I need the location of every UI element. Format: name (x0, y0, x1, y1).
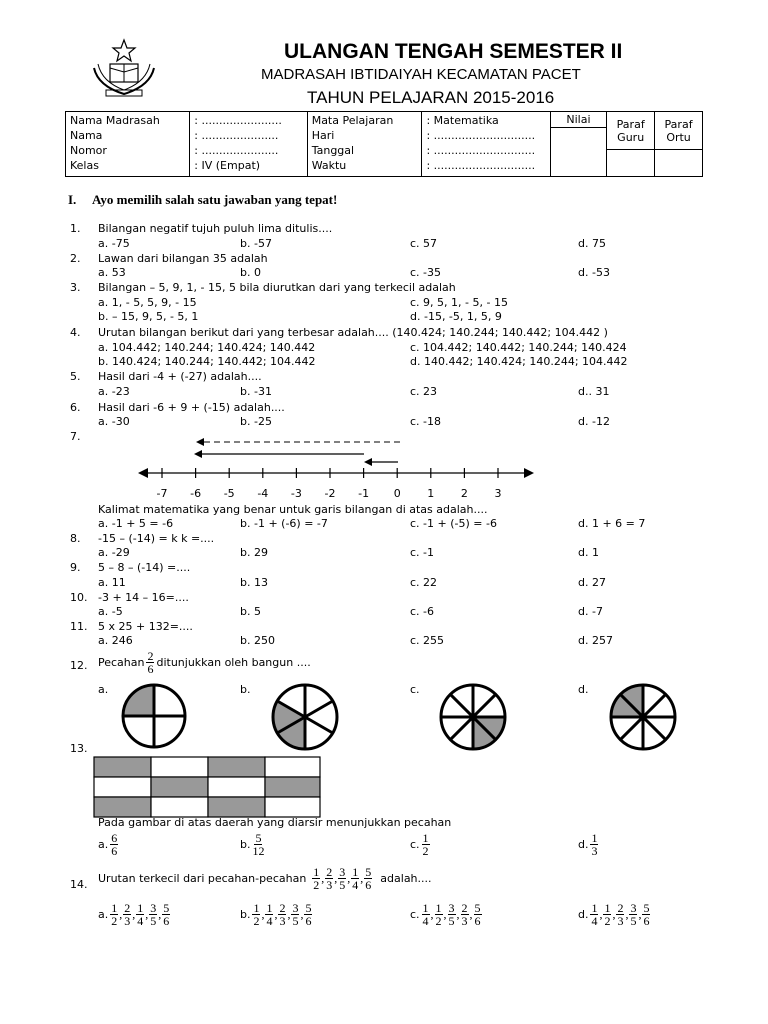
fraction (629, 902, 637, 927)
mid-labels (307, 112, 422, 177)
fraction-separator: , (287, 907, 291, 921)
q14-a-label: a. (98, 908, 109, 921)
fraction-separator: , (443, 907, 447, 921)
q3-option-b[interactable]: b. – 15, 9, 5, - 5, 1 (98, 310, 199, 323)
q13-d-label: d. (578, 838, 589, 851)
number-line-figure (130, 435, 550, 505)
fraction-denominator: 5 (292, 914, 299, 928)
q2-text: Lawan dari bilangan 35 adalah (98, 252, 268, 265)
q11-text: 5 x 25 + 132=.... (98, 620, 193, 633)
q13-text: Pada gambar di atas daerah yang diarsir menunjukkan pecahan (98, 816, 452, 829)
q6-option-b[interactable]: b. -25 (240, 415, 272, 428)
fraction (351, 866, 359, 891)
q11-option-c[interactable]: c. 255 (410, 634, 445, 647)
q10-option-d[interactable]: d. -7 (578, 605, 603, 618)
fraction-numerator: 1 (266, 901, 273, 915)
grid-cell-r3c2 (151, 797, 208, 817)
fraction-numerator: 3 (150, 901, 157, 915)
fraction-separator: , (347, 871, 351, 885)
value-tanggal[interactable]: : ............................. (426, 144, 536, 157)
fraction-separator: , (274, 907, 278, 921)
value-hari[interactable]: : ............................. (426, 129, 536, 142)
grid-cell-r1c4 (265, 757, 320, 777)
paraf-ortu-box[interactable] (655, 112, 703, 177)
grid-cell-r1c1 (94, 757, 151, 777)
q9-number: 9. (70, 561, 81, 574)
label-mata-pelajaran: Mata Pelajaran (311, 114, 394, 127)
axis-right-arrow (524, 468, 534, 478)
q4-option-b[interactable]: b. 140.424; 140.244; 140.442; 104.442 (98, 355, 316, 368)
fraction-separator: , (360, 871, 364, 885)
fraction-denominator: 6 (305, 914, 312, 928)
q13-b-fraction (252, 832, 264, 857)
fraction-denominator: 2 (253, 914, 260, 928)
q3-option-d[interactable]: d. -15, -5, 1, 5, 9 (410, 310, 502, 323)
fraction-denominator: 2 (604, 914, 611, 928)
fraction-numerator: 1 (422, 901, 429, 915)
q8-option-b[interactable]: b. 29 (240, 546, 268, 559)
q14-c-fractions (422, 902, 482, 927)
tick-label: 0 (393, 487, 401, 500)
fraction (474, 902, 482, 927)
q6-text: Hasil dari -6 + 9 + (-15) adalah.... (98, 401, 285, 414)
fraction-numerator: 2 (617, 901, 624, 915)
q3-text: Bilangan – 5, 9, 1, - 15, 5 bila diurutkan dari yang terkecil adalah (98, 281, 456, 294)
grid-cell-r2c1 (94, 777, 151, 797)
fraction (149, 902, 157, 927)
q7-text: Kalimat matematika yang benar untuk garis bilangan di atas adalah.... (98, 503, 488, 516)
fraction-numerator: 5 (163, 901, 170, 915)
paraf-guru-box[interactable] (607, 112, 655, 177)
q13-b-label: b. (240, 838, 251, 851)
fraction (278, 902, 286, 927)
q8-text: -15 – (-14) = k k =.... (98, 532, 215, 545)
q12-circle-b[interactable] (270, 682, 340, 752)
tick-label: -3 (290, 487, 302, 500)
q1-option-b[interactable]: b. -57 (240, 237, 272, 250)
fraction-numerator: 2 (326, 865, 333, 879)
nilai-box[interactable] (550, 112, 607, 177)
label-hari: Hari (311, 129, 335, 142)
fraction-numerator: 1 (253, 901, 260, 915)
fraction-denominator: 6 (474, 914, 481, 928)
tick-label: -1 (358, 487, 370, 500)
tick-label: -7 (156, 487, 168, 500)
fraction-denominator: 5 (630, 914, 637, 928)
label-kelas: Kelas (70, 159, 99, 172)
q12-post: ditunjukkan oleh bangun .... (156, 656, 311, 669)
q2-option-a[interactable]: a. 53 (98, 266, 126, 279)
tick-label: -6 (190, 487, 202, 500)
q14-option-d[interactable] (578, 902, 650, 927)
q13-number: 13. (70, 742, 88, 755)
fraction-numerator: 3 (630, 901, 637, 915)
grid-cell-r2c3 (208, 777, 265, 797)
school-logo (88, 38, 160, 100)
q14-a-fractions (110, 902, 170, 927)
fraction-denominator: 3 (124, 914, 131, 928)
q6-option-c[interactable]: c. -18 (410, 415, 442, 428)
q5-text: Hasil dari -4 + (-27) adalah.... (98, 370, 262, 383)
value-kelas: : IV (Empat) (194, 159, 261, 172)
dashed-arrow-head (196, 438, 204, 446)
q13-option-a[interactable] (98, 832, 118, 857)
q2-number: 2. (70, 252, 81, 265)
q13-d-fraction (590, 832, 598, 857)
q10-number: 10. (70, 591, 88, 604)
q12-number: 12. (70, 659, 88, 672)
mid-values (422, 112, 550, 177)
left-values (190, 112, 307, 177)
fraction (265, 902, 273, 927)
q14-d-label: d. (578, 908, 589, 921)
fraction-denominator: 2 (313, 878, 320, 892)
fraction-numerator: 5 (474, 901, 481, 915)
page-subtitle: MADRASAH IBTIDAIYAH KECAMATAN PACET (261, 66, 581, 83)
q5-option-c[interactable]: c. 23 (410, 385, 438, 398)
value-nama[interactable]: : ...................... (194, 129, 279, 142)
tick-label: -4 (257, 487, 269, 500)
fraction-numerator: 2 (124, 901, 131, 915)
fraction (603, 902, 611, 927)
fraction-denominator: 6 (365, 878, 372, 892)
fraction-separator: , (145, 907, 149, 921)
fraction-separator: , (638, 907, 642, 921)
left-labels (66, 112, 190, 177)
tick-label: 3 (494, 487, 502, 500)
fraction-separator: , (321, 871, 325, 885)
fraction-numerator: 3 (339, 865, 346, 879)
fraction-denominator: 5 (448, 914, 455, 928)
fraction-separator: , (625, 907, 629, 921)
q9-option-a[interactable]: a. 11 (98, 576, 126, 589)
identity-table (65, 111, 703, 177)
q10-text: -3 + 14 – 16=.... (98, 591, 189, 604)
q6-number: 6. (70, 401, 81, 414)
q3-number: 3. (70, 281, 81, 294)
q1-option-c[interactable]: c. 57 (410, 237, 438, 250)
q13-grid-figure (92, 755, 322, 819)
q1-text: Bilangan negatif tujuh puluh lima ditulis.... (98, 222, 333, 235)
q13-c-fraction (422, 832, 430, 857)
label-nama-madrasah: Nama Madrasah (70, 114, 160, 127)
q14-number: 14. (70, 878, 88, 891)
fraction-numerator: 1 (111, 901, 118, 915)
fraction (435, 902, 443, 927)
value-nama-madrasah[interactable]: : ....................... (194, 114, 282, 127)
q4-option-a[interactable]: a. 104.442; 140.244; 140.424; 140.442 (98, 341, 316, 354)
fraction (252, 902, 260, 927)
fraction-denominator: 3 (326, 878, 333, 892)
fraction-numerator: 5 (643, 901, 650, 915)
fraction (304, 902, 312, 927)
fraction-numerator: 1 (137, 901, 144, 915)
q5-option-a[interactable]: a. -23 (98, 385, 130, 398)
q6-option-d[interactable]: d. -12 (578, 415, 610, 428)
label-tanggal: Tanggal (311, 144, 355, 157)
q4-text: Urutan bilangan berikut dari yang terbesar adalah.... (140.424; 140.244; 140.442; 104.442 ) (98, 326, 608, 339)
label-nama: Nama (70, 129, 103, 142)
fraction (325, 866, 333, 891)
fraction (312, 866, 320, 891)
fraction-separator: , (612, 907, 616, 921)
fraction-numerator: 3 (292, 901, 299, 915)
value-waktu[interactable]: : ............................. (426, 159, 536, 172)
fraction (590, 902, 598, 927)
fraction-denominator: 4 (422, 914, 429, 928)
fraction-denominator: 3 (279, 914, 286, 928)
q14-option-a[interactable] (98, 902, 170, 927)
q13-a-num: 6 (111, 831, 118, 845)
fraction (461, 902, 469, 927)
value-nomor[interactable]: : ...................... (194, 144, 279, 157)
fraction (136, 902, 144, 927)
value-mata-pelajaran: : Matematika (426, 114, 499, 127)
q7-option-d[interactable]: d. 1 + 6 = 7 (578, 517, 646, 530)
fraction-denominator: 6 (643, 914, 650, 928)
q4-option-c[interactable]: c. 104.442; 140.442; 140.244; 140.424 (410, 341, 627, 354)
fraction-numerator: 2 (461, 901, 468, 915)
q13-b-num: 5 (255, 831, 262, 845)
grid-cell-r2c4 (265, 777, 320, 797)
q3-option-c[interactable]: c. 9, 5, 1, - 5, - 15 (410, 296, 508, 309)
q13-c-label: c. (410, 838, 420, 851)
q14-option-b[interactable] (240, 902, 312, 927)
fraction-denominator: 4 (352, 878, 359, 892)
q2-option-b[interactable]: b. 0 (240, 266, 261, 279)
page-year: TAHUN PELAJARAN 2015-2016 (307, 88, 555, 107)
q13-option-b[interactable] (240, 832, 264, 857)
q13-d-num: 1 (591, 831, 598, 845)
q13-option-c[interactable] (410, 832, 430, 857)
fraction-denominator: 3 (617, 914, 624, 928)
q14-text (98, 866, 432, 891)
q13-a-den: 6 (111, 844, 118, 858)
q7-option-b[interactable]: b. -1 + (-6) = -7 (240, 517, 328, 530)
q12-denominator: 6 (147, 662, 154, 676)
q14-c-label: c. (410, 908, 420, 921)
q5-number: 5. (70, 370, 81, 383)
q5-option-b[interactable]: b. -31 (240, 385, 272, 398)
fraction-numerator: 3 (448, 901, 455, 915)
section-number: I. (68, 192, 77, 207)
fraction-numerator: 5 (305, 901, 312, 915)
fraction (422, 902, 430, 927)
q13-a-label: a. (98, 838, 109, 851)
q11-option-b[interactable]: b. 250 (240, 634, 275, 647)
fraction-denominator: 4 (266, 914, 273, 928)
section-title: Ayo memilih salah satu jawaban yang tepat! (92, 192, 338, 207)
grid-cell-r3c1 (94, 797, 151, 817)
q12-circle-d[interactable] (608, 682, 678, 752)
q13-c-den: 2 (422, 844, 429, 858)
q12-option-c-label[interactable]: c. (410, 683, 420, 696)
label-paraf-guru: Paraf Guru (607, 112, 654, 150)
tick-label: 2 (460, 487, 468, 500)
q14-given-fractions (312, 866, 372, 891)
q14-b-fractions (252, 902, 312, 927)
q4-option-d[interactable]: d. 140.442; 140.424; 140.244; 104.442 (410, 355, 628, 368)
q8-option-c[interactable]: c. -1 (410, 546, 435, 559)
q9-text: 5 – 8 – (-14) =.... (98, 561, 191, 574)
page-title: ULANGAN TENGAH SEMESTER II (284, 40, 623, 63)
q12-text (98, 650, 311, 675)
q5-option-d[interactable]: d.. 31 (578, 385, 610, 398)
q14-b-label: b. (240, 908, 251, 921)
fraction-denominator: 3 (461, 914, 468, 928)
q12-pre: Pecahan (98, 656, 145, 669)
fraction-denominator: 4 (591, 914, 598, 928)
q10-option-b[interactable]: b. 5 (240, 605, 261, 618)
grid-cell-r3c3 (208, 797, 265, 817)
tick-label: 1 (427, 487, 435, 500)
fraction-numerator: 1 (604, 901, 611, 915)
fraction-numerator: 1 (313, 865, 320, 879)
q8-number: 8. (70, 532, 81, 545)
q13-option-d[interactable] (578, 832, 598, 857)
q9-option-b[interactable]: b. 13 (240, 576, 268, 589)
q12-option-a-label[interactable]: a. (98, 683, 109, 696)
q12-numerator: 2 (147, 649, 154, 663)
q7-option-c[interactable]: c. -1 + (-5) = -6 (410, 517, 497, 530)
fraction-denominator: 4 (137, 914, 144, 928)
fraction (616, 902, 624, 927)
axis-left-arrow (138, 468, 148, 478)
q12-option-d-label[interactable]: d. (578, 683, 589, 696)
tick-label: -2 (324, 487, 336, 500)
q4-number: 4. (70, 326, 81, 339)
fraction-separator: , (456, 907, 460, 921)
q11-number: 11. (70, 620, 88, 633)
q10-option-c[interactable]: c. -6 (410, 605, 435, 618)
tick-label: -5 (223, 487, 235, 500)
q12-circle-a[interactable] (120, 682, 188, 750)
fraction-separator: , (334, 871, 338, 885)
q14-d-fractions (590, 902, 650, 927)
fraction (162, 902, 170, 927)
q8-option-d[interactable]: d. 1 (578, 546, 599, 559)
fraction (364, 866, 372, 891)
fraction-denominator: 2 (111, 914, 118, 928)
q13-b-den: 12 (252, 844, 265, 858)
q1-option-a[interactable]: a. -75 (98, 237, 130, 250)
fraction (110, 902, 118, 927)
q11-option-a[interactable]: a. 246 (98, 634, 133, 647)
fraction (291, 902, 299, 927)
fraction (448, 902, 456, 927)
q2-option-d[interactable]: d. -53 (578, 266, 610, 279)
q12-fraction (146, 650, 154, 675)
q9-option-d[interactable]: d. 27 (578, 576, 606, 589)
q14-option-c[interactable] (410, 902, 482, 927)
fraction (338, 866, 346, 891)
fraction-denominator: 5 (150, 914, 157, 928)
q13-d-den: 3 (591, 844, 598, 858)
fraction-denominator: 2 (435, 914, 442, 928)
grid-cell-r3c4 (265, 797, 320, 817)
q13-c-num: 1 (422, 831, 429, 845)
fraction-separator: , (430, 907, 434, 921)
label-waktu: Waktu (311, 159, 347, 172)
fraction-numerator: 1 (352, 865, 359, 879)
fraction-numerator: 1 (591, 901, 598, 915)
fraction (642, 902, 650, 927)
fraction-denominator: 5 (339, 878, 346, 892)
q6-option-a[interactable]: a. -30 (98, 415, 130, 428)
q14-post: adalah.... (380, 872, 432, 885)
solid-arrow-head (194, 450, 202, 458)
q9-option-c[interactable]: c. 22 (410, 576, 438, 589)
grid-cell-r1c2 (151, 757, 208, 777)
label-paraf-ortu: Paraf Ortu (655, 112, 702, 150)
q2-option-c[interactable]: c. -35 (410, 266, 442, 279)
q12-option-b-label[interactable]: b. (240, 683, 251, 696)
q13-a-fraction (110, 832, 118, 857)
label-nomor: Nomor (70, 144, 107, 157)
q3-option-a[interactable]: a. 1, - 5, 5, 9, - 15 (98, 296, 197, 309)
fraction (123, 902, 131, 927)
q1-number: 1. (70, 222, 81, 235)
fraction-separator: , (300, 907, 304, 921)
fraction-denominator: 6 (163, 914, 170, 928)
q12-circle-c[interactable] (438, 682, 508, 752)
q11-option-d[interactable]: d. 257 (578, 634, 613, 647)
fraction-separator: , (599, 907, 603, 921)
fraction-separator: , (261, 907, 265, 921)
q14-pre: Urutan terkecil dari pecahan-pecahan (98, 872, 307, 885)
fraction-separator: , (158, 907, 162, 921)
q7-number: 7. (70, 430, 81, 443)
grid-cell-r2c2 (151, 777, 208, 797)
fraction-numerator: 5 (365, 865, 372, 879)
label-nilai: Nilai (551, 112, 607, 128)
short-arrow-head (364, 458, 372, 466)
q7-option-a[interactable]: a. -1 + 5 = -6 (98, 517, 174, 530)
fraction-numerator: 1 (435, 901, 442, 915)
fraction-separator: , (132, 907, 136, 921)
fraction-separator: , (119, 907, 123, 921)
grid-cell-r1c3 (208, 757, 265, 777)
q10-option-a[interactable]: a. -5 (98, 605, 123, 618)
q1-option-d[interactable]: d. 75 (578, 237, 606, 250)
fraction-separator: , (469, 907, 473, 921)
q8-option-a[interactable]: a. -29 (98, 546, 130, 559)
fraction-numerator: 2 (279, 901, 286, 915)
